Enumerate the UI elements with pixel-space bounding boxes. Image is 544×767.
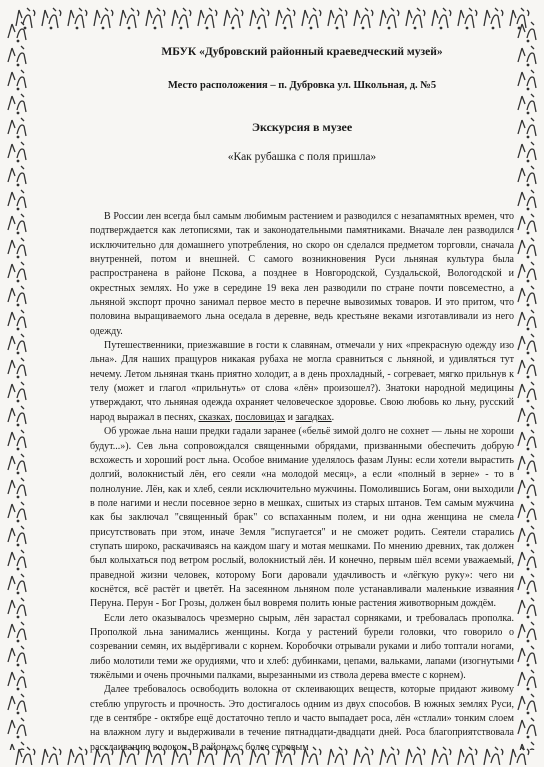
paragraph-2: [90, 339, 514, 425]
document-content: [90, 44, 514, 753]
ornament-border-right: [514, 20, 540, 747]
ornament-top-svg: [12, 4, 532, 32]
document-title: Экскурсия в музее: [251, 120, 353, 134]
link-poslovitsy[interactable]: пословицах: [235, 411, 286, 423]
ornament-left-svg: [4, 20, 32, 750]
paragraph-4: Если лето оказывалось чрезмерно сырым, лён зарастал сорняками, и требовалась прополка. Прополкой льна занимались женщины. Когда у растений бурели головки, что говорило о созревании семян, их выдёргивали с корнем. Коробочки отрывали руками и либо топтали ногами, либо молотили теми же орудиями, что и хлеб: дубинками, цепами, вальками, лапами (изогнутыми тяжёлыми и очень прочными палками, вырезанными из ствола дерева вместе с корнем).: [90, 612, 514, 681]
paragraph-2-end: .: [331, 411, 335, 423]
link-zagadki[interactable]: загадках: [295, 411, 332, 423]
document-subtitle: «Как рубашка с поля пришла»: [227, 151, 377, 163]
museum-name: МБУК «Дубровский районный краеведческий музей»: [161, 46, 443, 58]
museum-location: Место расположения – п. Дубровка ул. Школьная, д. №5: [167, 80, 437, 91]
paragraph-1: В России лен всегда был самым любимым растением и разводился с незапамятных времен, что подтверждается как летописями, так и законодательными памятниками. Вначале лен разводился исключительно для домашнего употребления, но скоро он сделался предметом торговли, сначала внутренней, потом и внешней. С самого возникновения Руси льняная культура была распространена в районе Пскова, а позднее в Новгородской, Суздальской, Вологодской и окрестных землях. Но уже в середине 19 века лен разводили по стране почти повсеместно, а льняной экспорт прочно занимал первое место в перечне вывозимых товаров. И это притом, что половина выращиваемого льна оседала в деревне, ведь крестьяне веками изготавливали из него одежду.: [90, 211, 514, 337]
link-separator-1: ,: [230, 411, 236, 423]
paragraph-2-text: Путешественники, приезжавшие в гости к славянам, отмечали у них «прекрасную одежду изо льна». Для наших пращуров никакая рубаха не могла сравниться с льняной, и удивляться тут нечему. Летом льняная ткань приятно холодит, а в день прохладный, - согревает, мягко прильнув к телу (может и глагол «прильнуть» от слова «лён» произошел?). Знатоки народной медицины утверждают, что льняная одежда охраняет человеческое здоровье. Свою любовь ко льну, русский народ выражал в песнях,: [90, 340, 514, 423]
ornament-right-svg: [514, 20, 540, 750]
link-skazki[interactable]: сказках: [198, 411, 231, 423]
article-body: [90, 210, 514, 755]
paragraph-5: Далее требовалось освободить волокна от склеивающих веществ, которые придают живому стеблю упругость и прочность. Это достигалось одним из двух способов. В южных землях Руси, где в сентябре - октябре ещё достаточно тепло и часто выпадает роса, лён «стлали» тонким слоем на влажном лугу и выдерживали в течение пятнадцати-двадцати дней. Роса благоприятствовала расслаиванию волокон. В районах с более суровым: [90, 684, 514, 753]
link-separator-2: и: [285, 411, 296, 423]
ornament-border-top: [12, 4, 532, 32]
ornament-border-left: [4, 20, 32, 747]
paragraph-3: Об урожае льна наши предки гадали заранее («бельё зимой долго не сохнет — льны не хороши будут...»). Сев льна сопровождался священными обрядами, призванными обеспечить добрую всхожесть и хороший рост льна. Особое внимание уделялось фазам Луны: если хотели вырастить долгий, волокнистый лён, его сеяли «на молодой месяц», а если «полный в зерне» - то в полнолуние. Лён, как и хлеб, сеяли исключительно мужчины. Помолившись Богам, они выходили в поле нагими и несли посевное зерно в мешках, сшитых из старых штанов. Тем самым мужчина как бы заключал "священный брак" со вспаханным полем, и ни одна женщина не смела присутствовать при этом, иначе Земля "испугается" и не сможет родить. Сеятели старались ступать широко, раскачиваясь на каждом шагу и мотая мешками. По мнению древних, так должен был колыхаться под ветром рослый, волокнистый лён. И конечно, первым шёл всеми уважаемый, праведной жизни человек, которому Боги даровали удачливость и «лёгкую руку»: чего ни коснётся, всё растёт и цветёт. На засеянном льняном поле устанавливали маленькие изваяния Перуна. Перун - Бог Грозы, должен был вовремя полить юные растения животворным дождём.: [90, 426, 514, 610]
